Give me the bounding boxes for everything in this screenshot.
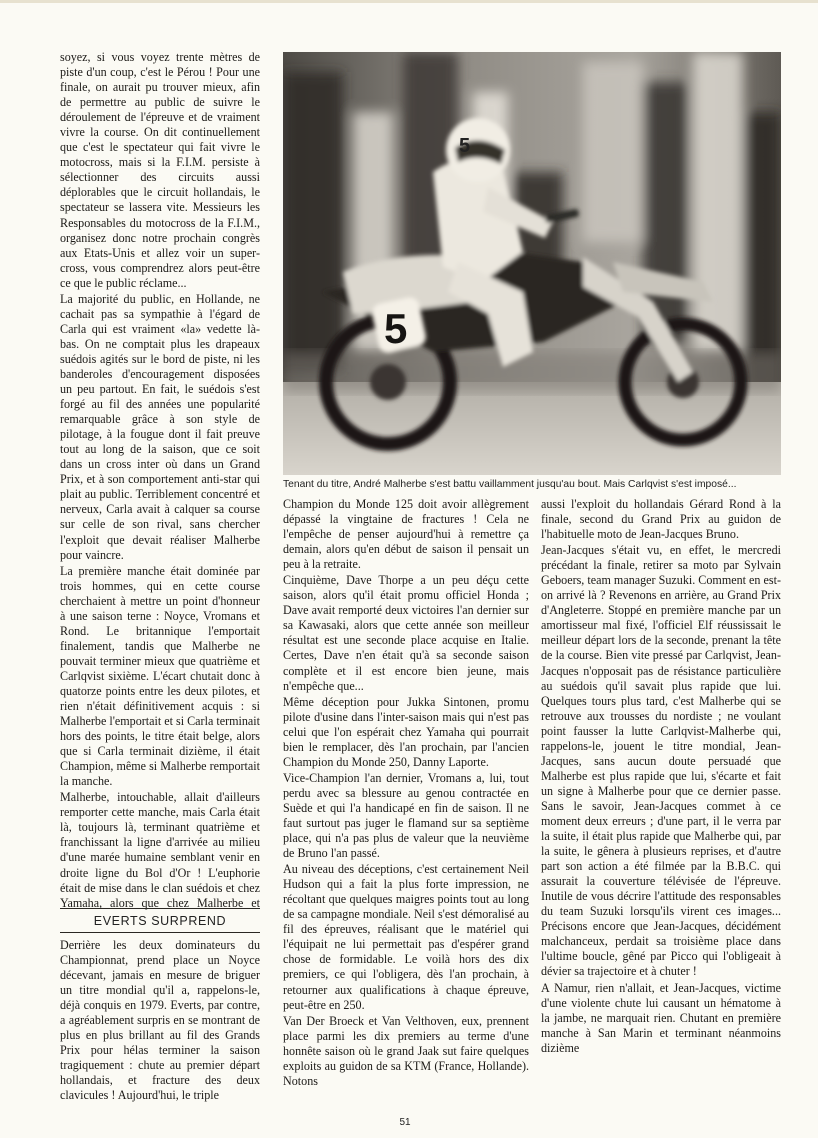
- page-number: 51: [399, 1117, 411, 1128]
- paragraph: Derrière les deux dominateurs du Championnat, prend place un Noyce décevant, jamais en mesure de briguer un titre mondial qu'il a, rappelons-le, déjà conquis en 1979. Everts, par contre, a agréablement surpris en se montrant de plus en plus brillant au fil des Grands Prix pour hélas terminer la saison tragiquement : chute au premier départ hollandais, et fracture des deux clavicules ! Aujourd'hui, le triple: [60, 938, 260, 1103]
- top-rule: [0, 0, 818, 3]
- paragraph: Vice-Champion l'an dernier, Vromans a, lui, tout perdu avec sa blessure au genou contractée en Suède et qui l'a handicapé en fin de saison. Il ne faut surtout pas juger le flamand sur sa septième place, qui n'a pas plus de valeur que la neuvième de Bruno l'an passé.: [283, 770, 529, 861]
- paragraph: Malherbe, intouchable, allait d'ailleurs remporter cette manche, mais Carla était là, toujours là, terminant quatrième et franchissant la ligne d'arrivée au milieu d'une marée humaine semblant venir en droite ligne du Bol d'Or ! L'euphorie était de mise dans le clan suédois et chez Yamaha, alors que chez Malherbe et: [60, 790, 260, 910]
- text-column-1: [60, 50, 260, 910]
- number-plate: 5: [384, 305, 408, 352]
- paragraph: Même déception pour Jukka Sintonen, promu pilote d'usine dans l'inter-saison mais qui n'est pas celui que l'on espérait chez Yamaha qui pourrait bien le remplacer, dès l'an prochain, par l'ancien Champion du Monde 250, Danny Laporte.: [283, 694, 529, 769]
- paragraph: Cinquième, Dave Thorpe a un peu déçu cette saison, alors qu'il était promu officiel Honda ; Dave avait remporté deux victoires l'an dernier sur sa Kawasaki, alors que cette année son meilleur résultat est une seconde place acquise en Italie. Certes, Dave n'en était qu'à sa seconde saison complète et il est encore bien jeune, mais n'empêche que...: [283, 573, 529, 693]
- paragraph: A Namur, rien n'allait, et Jean-Jacques, victime d'une violente chute lui causant un hématome à la jambe, ne marquait rien. Chutant en première manche à San Marin et terminant néanmoins dizième: [541, 980, 781, 1055]
- paragraph: La première manche était dominée par trois hommes, qui en cette course cherchaient à mettre un point d'honneur à une saison terne : Noyce, Vromans et Rond. Le britannique l'emportait finalement, tandis que Malherbe ne pouvait terminer mieux que quatrième et Carlqvist sixième. L'écart chutait donc à quatorze points entre les deux pilotes, et rien n'était définitivement acquis : si Malherbe l'emportait et si Carla terminait hors des points, le titre était belge, alors que si Carla terminait dizième, il était Champion, même si Malherbe remportait la manche.: [60, 563, 260, 789]
- paragraph: Au niveau des déceptions, c'est certainement Neil Hudson qui a fait la plus forte impression, ne récoltant que quelques maigres points tout au long de sa campagne mondiale. Neil s'est démoralisé au fil des épreuves, réalisant que le matériel qui l'équipait ne lui permettait pas d'espérer grand chose de formidable. Le voilà hors des dix premiers, ce qui l'obligera, dès l'an prochain, à retourner aux qualifications à chaque épreuve, peut-être en 250.: [283, 862, 529, 1012]
- helmet-number: 5: [459, 135, 471, 157]
- paragraph: soyez, si vous voyez trente mètres de piste d'un coup, c'est le Pérou ! Pour une finale, on aurait pu trouver mieux, afin de permettre au public de suivre le déroulement de l'épreuve et de vraiment vivre la course. On dit continuellement que c'est le spectateur qui fait vivre le motocross, mais si la F.I.M. persiste à sélectionner des circuits aussi déplorables que le circuit hollandais, le spectateur se lassera vite. Messieurs les Responsables du motocross de la F.I.M., organisez donc notre prochain congrès aux Etats-Unis et allez voir un super-cross, vous comprendrez alors peut-être ce que le public réclame...: [60, 50, 260, 290]
- section-heading: EVERTS SURPREND: [60, 908, 260, 933]
- text-column-2: [283, 497, 529, 1117]
- paragraph: Jean-Jacques s'était vu, en effet, le mercredi précédant la finale, retirer sa moto par Sylvain Geboers, team manager Suzuki. Comment en est-on arrivé là ? Revenons en arrière, au Grand Prix d'Angleterre. Stoppé en première manche par un amortisseur mal fixé, l'officiel Elf réussissait le meilleur départ lors de la seconde, prenant la tête de la course. Bien vite pressé par Carlqvist, Jean-Jacques n'opposait pas de résistance particulière au suédois qu'il savait plus rapide que lui. Quelques tours plus tard, c'est Malherbe qui se retrouve aux trousses du nordiste ; ne voulant point fausser la lutte Carlqvist-Malherbe qui, rappelons-le, jouent le titre mondial, Jean-Jacques, sans aucun doute persuadé que Malherbe est plus rapide que lui, s'écarte et fait un signe à Malherbe pour que ce dernier passe. Sans le savoir, Jean-Jacques commet à ce moment deux erreurs ; d'une part, il le verra par la suite, il était plus rapide que Malherbe qui, par la suite, le gênera à plusieurs reprises, et d'autre part son action a été filmée par la B.B.C. qui assurait la couverture télévisée de l'épreuve. Inutile de vous décrire l'attitude des responsables du team Suzuki lorsqu'ils virent ces images... Précisons encore que Jean-Jacques, décidément malchanceux, perdait sa troisième place dans l'ultime boucle, gêné par Picco qui l'obligeait à dévier sa trajectoire et à chuter !: [541, 543, 781, 979]
- paragraph: Van Der Broeck et Van Velthoven, eux, prennent place parmi les dix premiers au terme d'une honnête saison où le grand Jaak sut faire quelques exploits au guidon de sa KTM (France, Hollande). Notons: [283, 1013, 529, 1088]
- text-column-1-continued: [60, 938, 260, 1113]
- photo-caption: Tenant du titre, André Malherbe s'est battu vaillamment jusqu'au bout. Mais Carlqvist s'est imposé...: [283, 479, 737, 490]
- paragraph: La majorité du public, en Hollande, ne cachait pas sa sympathie à l'égard de Carla qui est vraiment «la» vedette là-bas. On ne comptait plus les drapeaux suédois agités sur le bord de piste, ni les banderoles d'encouragement disposées un peu partout. En fait, le suédois s'est forgé au fil des années une popularité remarquable grâce à son style de pilotage, à la fougue dont il fait preuve tout au long de la saison, que ce soit dans un cross inter où dans un Grand Prix, et à son comportement anti-star qui plait au public. Terriblement concentré et nerveux, Carla avait à calquer sa course sur celle de son rival, sans chercher l'exploit que devait réaliser Malherbe pour vaincre.: [60, 291, 260, 562]
- text-column-3: [541, 497, 781, 1117]
- race-photo: [283, 52, 781, 475]
- paragraph: aussi l'exploit du hollandais Gérard Rond à la finale, second du Grand Prix au guidon de l'habituelle moto de Jean-Jacques Bruno.: [541, 497, 781, 542]
- paragraph: Champion du Monde 125 doit avoir allègrement dépassé la vingtaine de fractures ! Cela ne l'empêche de penser aujourd'hui à remettre ça demain, alors qu'en début de saison il pensait un peu à la retraite.: [283, 497, 529, 572]
